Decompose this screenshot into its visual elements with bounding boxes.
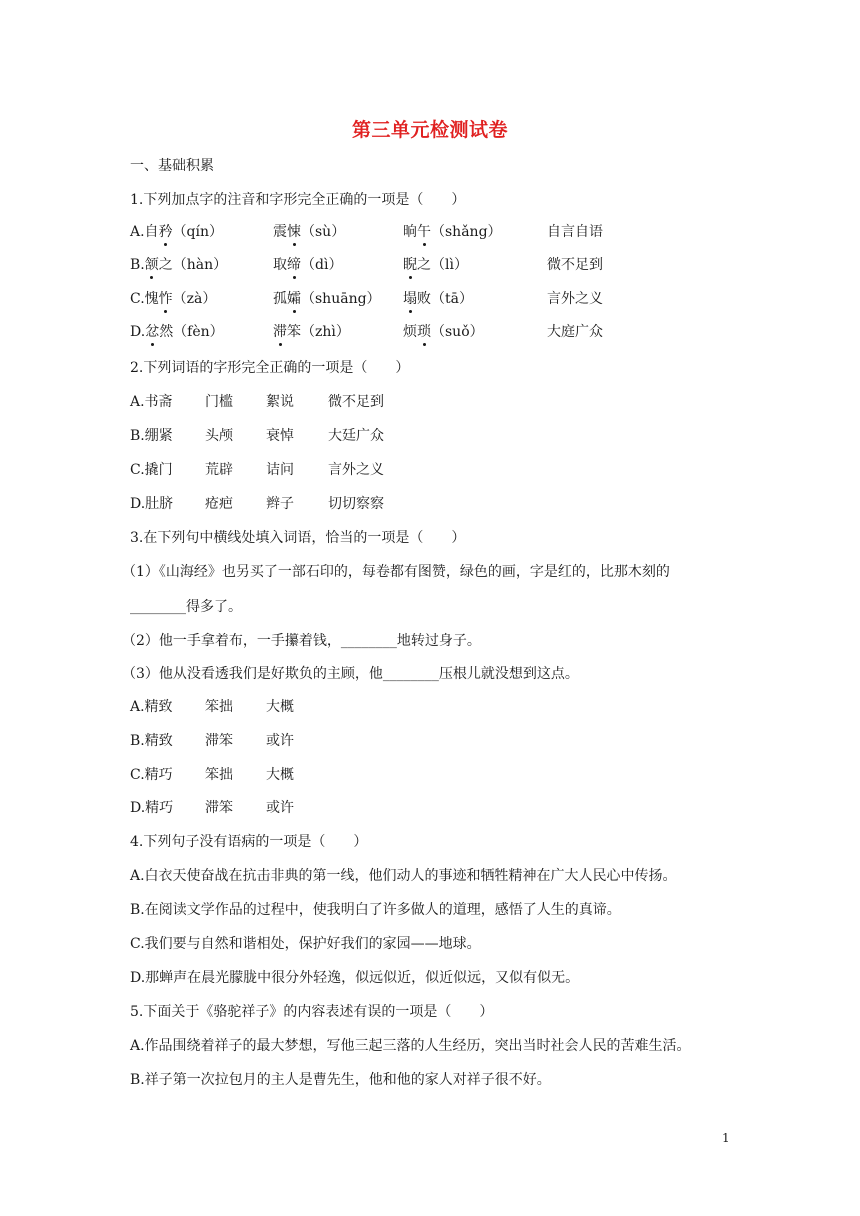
question-4-option-c: C.我们要与自然和谐相处，保护好我们的家园——地球。 xyxy=(130,936,481,952)
question-1-stem: 1.下列加点字的注音和字形完全正确的一项是（ ） xyxy=(130,192,466,208)
question-2-stem: 2.下列词语的字形完全正确的一项是（ ） xyxy=(130,360,410,376)
question-4-stem: 4.下列句子没有语病的一项是（ ） xyxy=(130,834,368,850)
question-4-option-b: B.在阅读文学作品的过程中，使我明白了许多做人的道理，感悟了人生的真谛。 xyxy=(130,902,621,918)
question-3-sentence-2: （2）他一手拿着布，一手攥着钱，________地转过身子。 xyxy=(122,633,481,649)
question-3-sentence-3: （3）他从没看透我们是好欺负的主顾，他________压根儿就没想到这点。 xyxy=(122,666,579,682)
document-title: 第三单元检测试卷 xyxy=(351,119,508,141)
question-5-stem: 5.下面关于《骆驼祥子》的内容表述有误的一项是（ ） xyxy=(130,1004,494,1020)
question-4-option-d: D.那蝉声在晨光朦胧中很分外轻逸，似远似近，似近似远，又似有似无。 xyxy=(130,970,580,986)
question-3-sentence-1: （1）《山海经》也另买了一部石印的，每卷都有图赞，绿色的画，字是红的，比那木刻的 xyxy=(122,564,670,580)
question-3-sentence-1-cont: ________得多了。 xyxy=(130,599,242,615)
page-number: 1 xyxy=(722,1131,730,1145)
question-5-option-a: A.作品围绕着祥子的最大梦想，写他三起三落的人生经历，突出当时社会人民的苦难生活。 xyxy=(130,1038,691,1054)
question-4-option-a: A.白衣天使奋战在抗击非典的第一线，他们动人的事迹和牺牲精神在广大人民心中传扬。 xyxy=(130,868,677,884)
section-heading: 一、基础积累 xyxy=(130,158,214,174)
document-page: 第三单元检测试卷 一、基础积累 1.下列加点字的注音和字形完全正确的一项是（ ） A.自矜（qín） 震悚（sù） 晌午（shǎng） 自言自语 B.颔之（hàn） 取缔（dì） 睨之（lì） 微不足到 C.愧怍（zà） 孤孀（shuāng） 塌败（tā） 言外之义 D.忿然（fèn） 滞笨（zhì） 烦琐（suǒ） 大庭广众 2.下列词语的字形完全正确的一项是（ ） A.书斋 门槛 絮说 微不足到 B.绷紧 头颅 衰悼 大廷广众 C.撬门 荒辟 诘问 言外之义 D.肚脐 疮疤 辫子 切切察察 3.在下列句中横线处填入词语，恰当的一项是（ ） （1）《山海经》也另买了一部石印的，每卷都有图赞，绿色的画，字是红的，比那木刻的 ________得多了。 （2）他一手拿着布，一手攥着钱，________地转过身子。 （3）他从没看透我们是好欺负的主顾，他________压根儿就没想到这点。 A.精致 笨拙 大概 B.精致 滞笨 或许 C.精巧 笨拙 大概 D.精巧 滞笨 或许 4.下列句子没有语病的一项是（ ） A.白衣天使奋战在抗击非典的第一线，他们动人的事迹和牺牲精神在广大人民心中传扬。 B.在阅读文学作品的过程中，使我明白了许多做人的道理，感悟了人生的真谛。 C.我们要与自然和谐相处，保护好我们的家园——地球。 D.那蝉声在晨光朦胧中很分外轻逸，似远似近，似近似远，又似有似无。 5.下面关于《骆驼祥子》的内容表述有误的一项是（ ） A.作品围绕着祥子的最大梦想，写他三起三落的人生经历，突出当时社会人民的苦难生活。 B.祥子第一次拉包月的主人是曹先生，他和他的家人对祥子很不好。 1 xyxy=(0,0,860,1216)
question-3-stem: 3.在下列句中横线处填入词语，恰当的一项是（ ） xyxy=(130,530,466,546)
question-5-option-b: B.祥子第一次拉包月的主人是曹先生，他和他的家人对祥子很不好。 xyxy=(130,1072,551,1088)
